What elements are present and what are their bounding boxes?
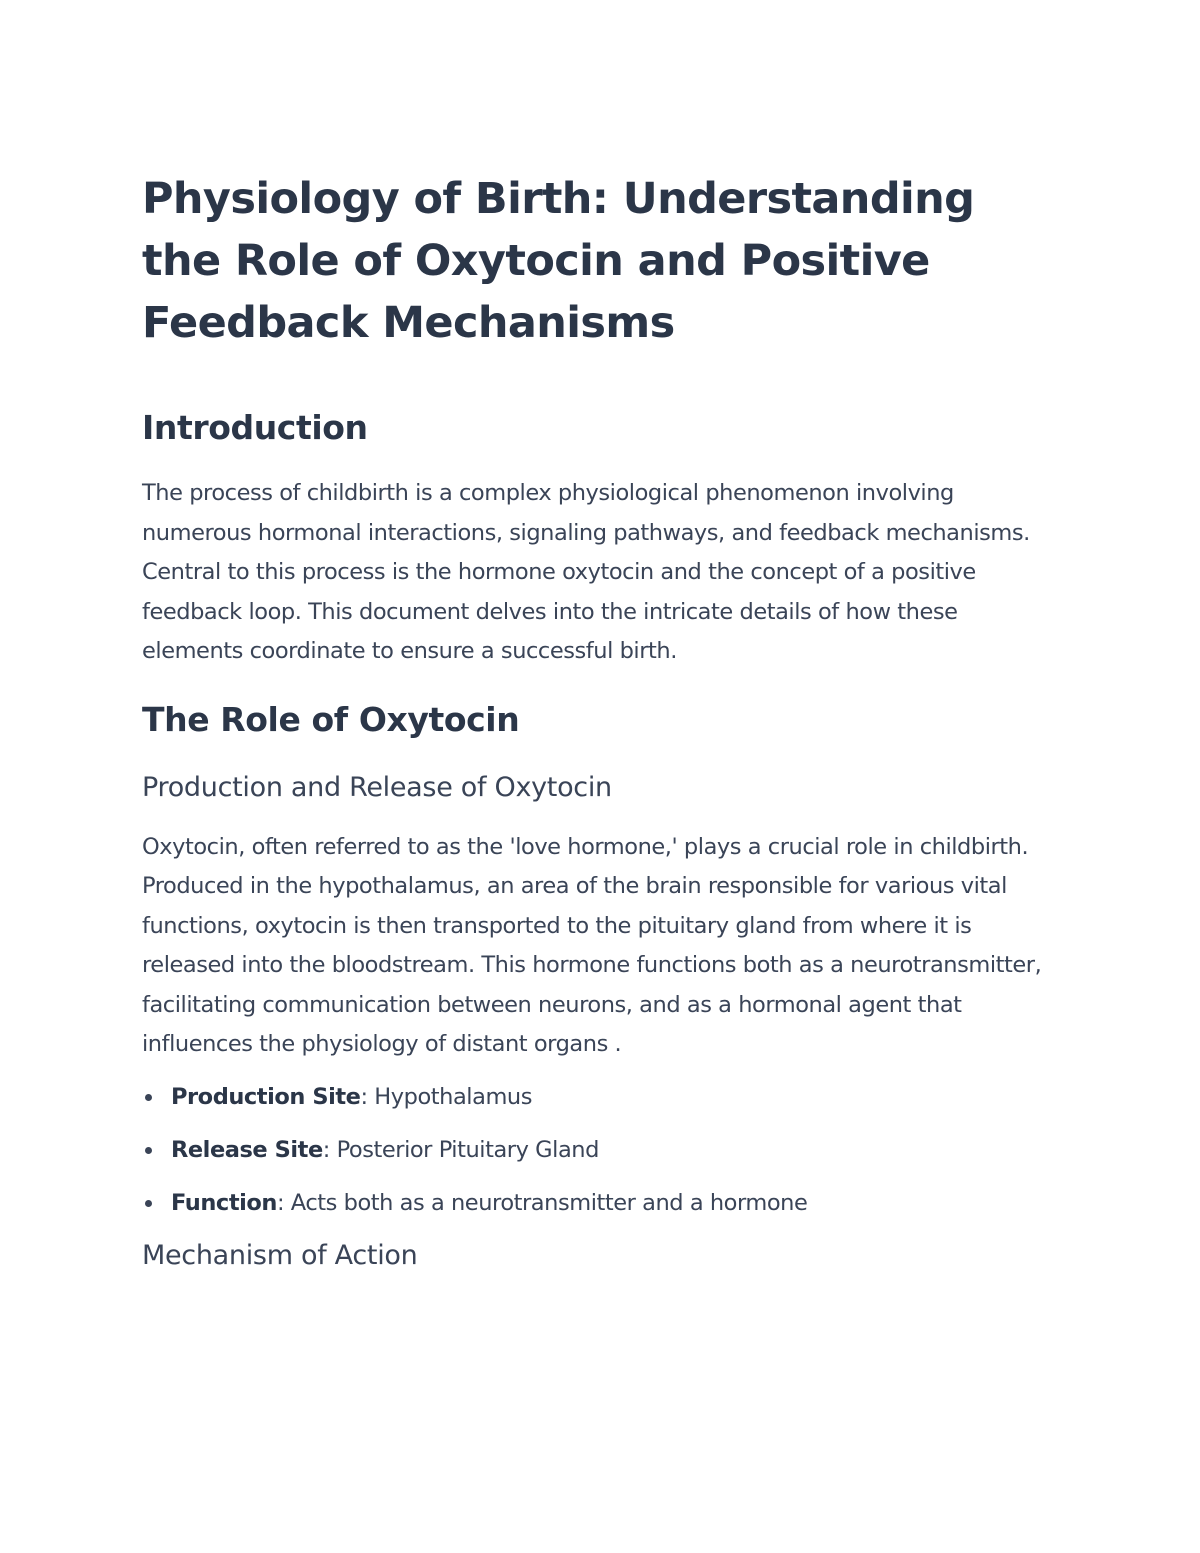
fact-value: : Posterior Pituitary Gland <box>322 1136 599 1163</box>
fact-label: Release Site <box>171 1136 323 1163</box>
introduction-heading: Introduction <box>142 408 368 447</box>
fact-label: Production Site <box>171 1083 361 1110</box>
fact-label: Function <box>171 1189 277 1216</box>
oxytocin-facts-list <box>142 1079 1062 1221</box>
list-item <box>142 1185 1062 1221</box>
oxytocin-role-heading: The Role of Oxytocin <box>142 699 520 739</box>
bullet-icon <box>145 1200 152 1207</box>
bullet-icon <box>145 1147 152 1154</box>
production-release-heading: Production and Release of Oxytocin <box>142 771 612 803</box>
bullet-icon <box>145 1094 152 1101</box>
production-paragraph: Oxytocin, often referred to as the 'love hormone,' plays a crucial role in childbirth. Produced in the hypothalamus, an area of the brain responsible for various vital functions, oxytocin is then transported to the pituitary gland from where it is released into the bloodstream. This hormone functions both as a neurotransmitter, facilitating communication between neurons, and as a hormonal agent that influences the physiology of distant organs . <box>142 833 1042 1057</box>
document-page <box>142 168 1062 1274</box>
list-item <box>142 1079 1062 1115</box>
document-title: Physiology of Birth: Understanding the Role of Oxytocin and Positive Feedback Mechanisms <box>142 174 975 348</box>
mechanism-of-action-heading: Mechanism of Action <box>142 1239 418 1271</box>
introduction-paragraph: The process of childbirth is a complex physiological phenomenon involving numerous hormonal interactions, signaling pathways, and feedback mechanisms. Central to this process is the hormone oxytocin and the concept of a positive feedback loop. This document delves into the intricate details of how these elements coordinate to ensure a successful birth. <box>142 480 1030 664</box>
fact-value: : Hypothalamus <box>360 1083 532 1110</box>
list-item <box>142 1132 1062 1168</box>
fact-value: : Acts both as a neurotransmitter and a hormone <box>276 1189 808 1216</box>
